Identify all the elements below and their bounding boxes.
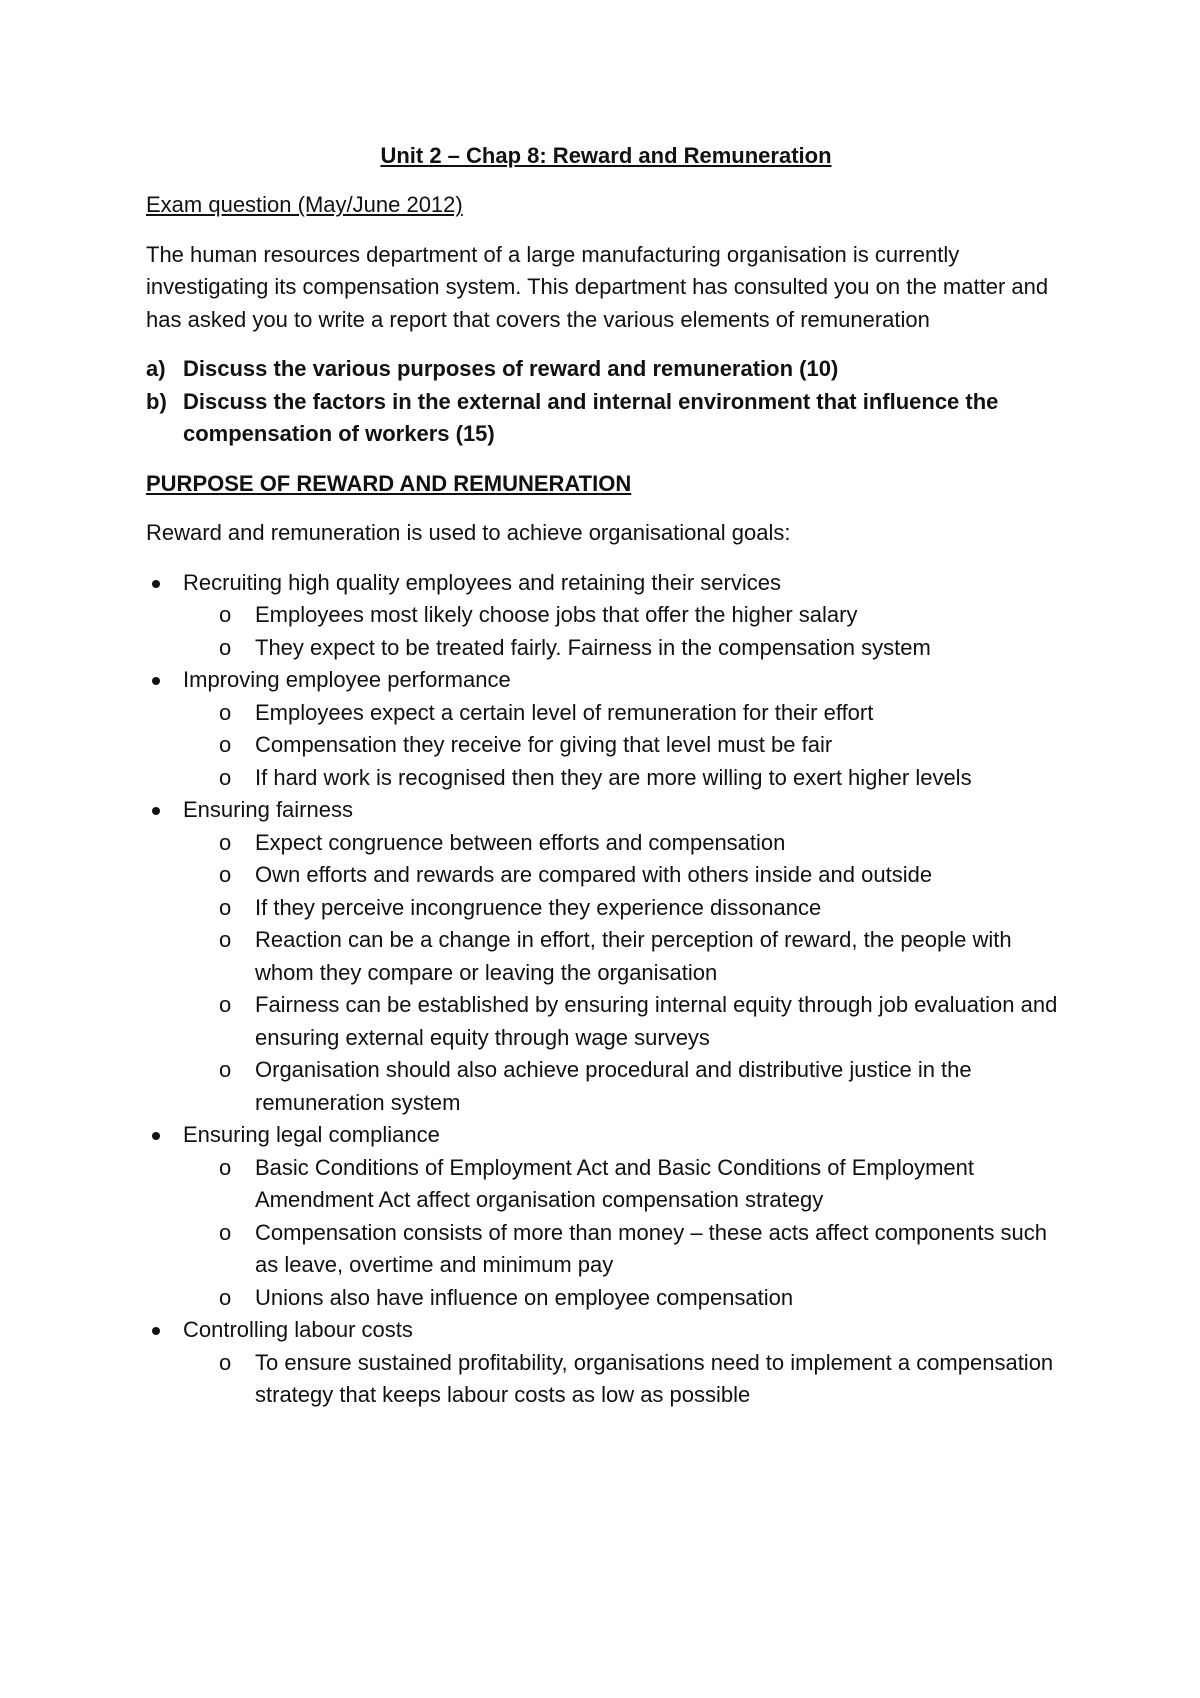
question-text: Discuss the factors in the external and internal environment that influence the compensation of workers (15) — [183, 388, 999, 446]
bullet-text: Controlling labour costs — [183, 1317, 413, 1342]
sub-item-text: Employees expect a certain level of remuneration for their effort — [255, 699, 874, 725]
circle-bullet-icon: o — [219, 1349, 232, 1375]
bullet-dot-icon — [152, 580, 160, 588]
sub-item-text: Compensation they receive for giving that level must be fair — [255, 732, 833, 757]
sub-item — [146, 827, 1066, 860]
sub-item — [146, 1054, 1066, 1119]
document-page — [146, 140, 1066, 1412]
sub-item-text: They expect to be treated fairly. Fairness in the compensation system — [255, 634, 931, 660]
sub-item-text: Fairness can be established by ensuring internal equity through job evaluation and ensuring external equity through wage surveys — [255, 992, 1058, 1050]
bullet-dot-icon — [152, 807, 160, 815]
bullet-item — [146, 664, 1066, 794]
sub-item — [146, 632, 1066, 665]
sub-item — [146, 599, 1066, 632]
sub-list — [183, 1152, 1066, 1315]
sub-item-text: Organisation should also achieve procedural and distributive justice in the remuneration system — [255, 1057, 972, 1115]
circle-bullet-icon: o — [219, 894, 232, 920]
circle-bullet-icon: o — [219, 1219, 232, 1245]
question-item — [146, 386, 1066, 451]
question-item — [146, 353, 1066, 386]
sub-item-text: If they perceive incongruence they experience dissonance — [255, 894, 822, 920]
bullet-dot-icon — [152, 1327, 160, 1335]
document-title: Unit 2 – Chap 8: Reward and Remuneration — [380, 143, 832, 168]
sub-item-text: Basic Conditions of Employment Act and Basic Conditions of Employment Amendment Act affect organisation compensation strategy — [255, 1154, 975, 1212]
sub-item — [146, 1347, 1066, 1412]
circle-bullet-icon: o — [219, 1154, 232, 1180]
bullet-item — [146, 1314, 1066, 1412]
bullet-item — [146, 567, 1066, 665]
circle-bullet-icon: o — [219, 829, 232, 855]
sub-item-text: Unions also have influence on employee compensation — [255, 1284, 794, 1310]
question-marker: a) — [146, 356, 166, 381]
sub-item-text: Compensation consists of more than money – these acts affect components such as leave, overtime and minimum pay — [255, 1219, 1048, 1277]
sub-list — [183, 599, 1066, 664]
circle-bullet-icon: o — [219, 699, 232, 725]
bullet-item — [146, 794, 1066, 1119]
sub-item — [146, 859, 1066, 892]
sub-item — [146, 924, 1066, 989]
circle-bullet-icon: o — [219, 862, 232, 887]
bullet-text: Improving employee performance — [183, 667, 511, 692]
circle-bullet-icon: o — [219, 764, 232, 790]
sub-item-text: To ensure sustained profitability, organisations need to implement a compensation strategy that keeps labour costs as low as possible — [255, 1349, 1054, 1407]
exam-question-heading: Exam question (May/June 2012) — [146, 192, 463, 217]
circle-bullet-icon: o — [219, 732, 232, 757]
bullet-text: Ensuring fairness — [183, 797, 353, 822]
circle-bullet-icon: o — [219, 992, 232, 1017]
sub-item — [146, 989, 1066, 1054]
sub-item — [146, 892, 1066, 925]
bullet-text: Recruiting high quality employees and retaining their services — [183, 569, 781, 595]
sub-item-text: If hard work is recognised then they are more willing to exert higher levels — [255, 764, 972, 790]
circle-bullet-icon: o — [219, 1057, 232, 1082]
sub-item — [146, 729, 1066, 762]
bullet-dot-icon — [152, 677, 160, 685]
circle-bullet-icon: o — [219, 927, 232, 952]
question-marker: b) — [146, 388, 167, 414]
sub-item-text: Reaction can be a change in effort, their perception of reward, the people with whom they compare or leaving the organisation — [255, 927, 1012, 985]
bullet-dot-icon — [152, 1132, 160, 1140]
sub-item — [146, 1217, 1066, 1282]
sub-item-text: Own efforts and rewards are compared with others inside and outside — [255, 862, 933, 887]
bullet-list — [146, 567, 1066, 1412]
circle-bullet-icon: o — [219, 1284, 232, 1310]
sub-list — [183, 697, 1066, 795]
bullet-item — [146, 1119, 1066, 1314]
intro-paragraph: The human resources department of a large manufacturing organisation is currently investigating its compensation system. This department has consulted you on the matter and has asked you to write a report that covers the various elements of remuneration — [146, 241, 1049, 332]
sub-item-text: Employees most likely choose jobs that offer the higher salary — [255, 602, 858, 627]
sub-list — [183, 1347, 1066, 1412]
question-list — [146, 353, 1066, 451]
sub-item-text: Expect congruence between efforts and compensation — [255, 829, 786, 855]
sub-list — [183, 827, 1066, 1120]
sub-item — [146, 1282, 1066, 1315]
circle-bullet-icon: o — [219, 602, 232, 627]
bullet-text: Ensuring legal compliance — [183, 1122, 440, 1147]
question-text: Discuss the various purposes of reward and remuneration (10) — [183, 356, 839, 381]
circle-bullet-icon: o — [219, 634, 232, 660]
section-heading: PURPOSE OF REWARD AND REMUNERATION — [146, 470, 632, 496]
sub-item — [146, 762, 1066, 795]
section-lead: Reward and remuneration is used to achieve organisational goals: — [146, 520, 791, 545]
sub-item — [146, 1152, 1066, 1217]
sub-item — [146, 697, 1066, 730]
